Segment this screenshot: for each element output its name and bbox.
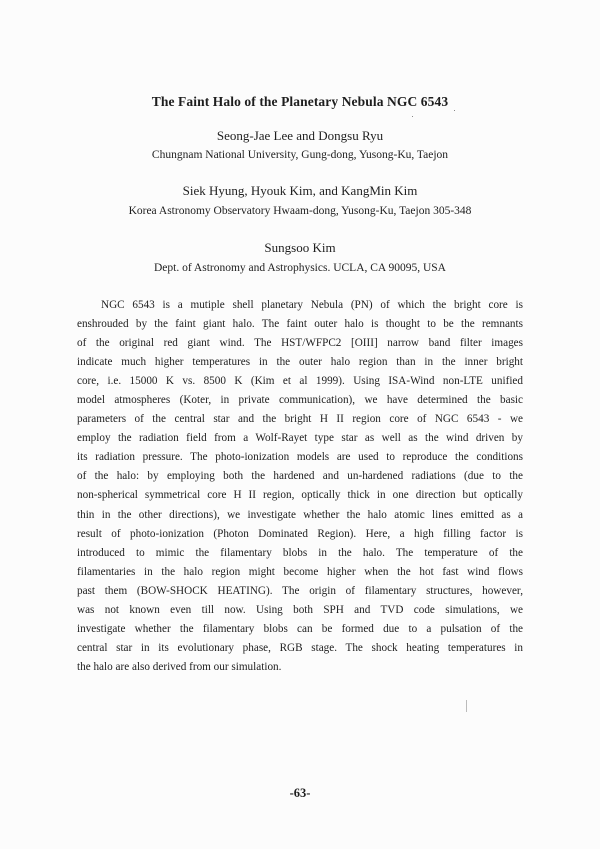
paper-title: The Faint Halo of the Planetary Nebula NGC 6543 [151,94,449,109]
abstract-line: introduced to mimic the filamentary blobs in the halo. The temperature of the [77,546,523,559]
author-affiliation: Korea Astronomy Observatory Hwaam-dong, Yusong-Ku, Taejon 305-348 [128,205,472,217]
abstract-line: model atmospheres (Koter, in private communication), we have determined the basic [77,394,523,407]
abstract-line: enshrouded by the faint giant halo. The faint outer halo is thought to be the remnants [77,318,523,331]
author-names: Siek Hyung, Hyouk Kim, and KangMin Kim [182,183,418,198]
abstract-line: employ the radiation field from a Wolf-Rayet type star as well as the wind driven by [77,432,523,445]
abstract-line: investigate whether the filamentary blobs can be formed due to a pulsation of the [77,622,523,635]
abstract-line: of the halo: by employing both the hardened and un-hardened radiations (due to the [77,470,523,483]
author-affiliation: Dept. of Astronomy and Astrophysics. UCLA, CA 90095, USA [154,262,446,274]
author-names: Seong-Jae Lee and Dongsu Ryu [216,128,384,143]
abstract-line: indicate much higher temperatures in the outer halo region than in the inner bright [77,356,523,369]
abstract-line: the halo are also derived from our simulation. [77,660,282,673]
abstract-line: parameters of the central star and the bright H II region core of NGC 6543 - we [77,413,523,426]
author-affiliation: Chungnam National University, Gung-dong, Yusong-Ku, Taejon [151,149,449,161]
abstract-line: thin in the other directions), we investigate whether the halo atomic lines emitted as a [77,508,523,521]
abstract-line: its radiation pressure. The photo-ionization models are used to reproduce the conditions [77,451,523,464]
abstract-line: non-spherical symmetrical core H II region, optically thick in one direction but optically [77,489,523,502]
scan-speck [412,116,413,117]
abstract-line: result of photo-ionization (Photon Dominated Region). Here, a high filling factor is [77,527,523,540]
abstract-body [77,296,523,677]
scan-speck [466,700,467,712]
abstract-line: filamentaries in the halo region might become higher when the hot fast wind flows [77,565,523,578]
author-names: Sungsoo Kim [264,240,336,255]
abstract-line: past them (BOW-SHOCK HEATING). The origin of filamentary structures, however, [77,584,523,597]
abstract-line: NGC 6543 is a mutiple shell planetary Nebula (PN) of which the bright core is [101,299,523,311]
page-number: -63- [289,786,311,800]
abstract-line: core, i.e. 15000 K vs. 8500 K (Kim et al 1999). Using ISA-Wind non-LTE unified [77,375,523,388]
abstract-line: of the original red giant wind. The HST/WFPC2 [OIII] narrow band filter images [77,337,523,350]
abstract-line: was not known even till now. Using both SPH and TVD code simulations, we [77,603,523,616]
abstract-line: central star in its evolutionary phase, RGB stage. The shock heating temperatures in [77,641,523,654]
scan-speck [454,110,455,111]
